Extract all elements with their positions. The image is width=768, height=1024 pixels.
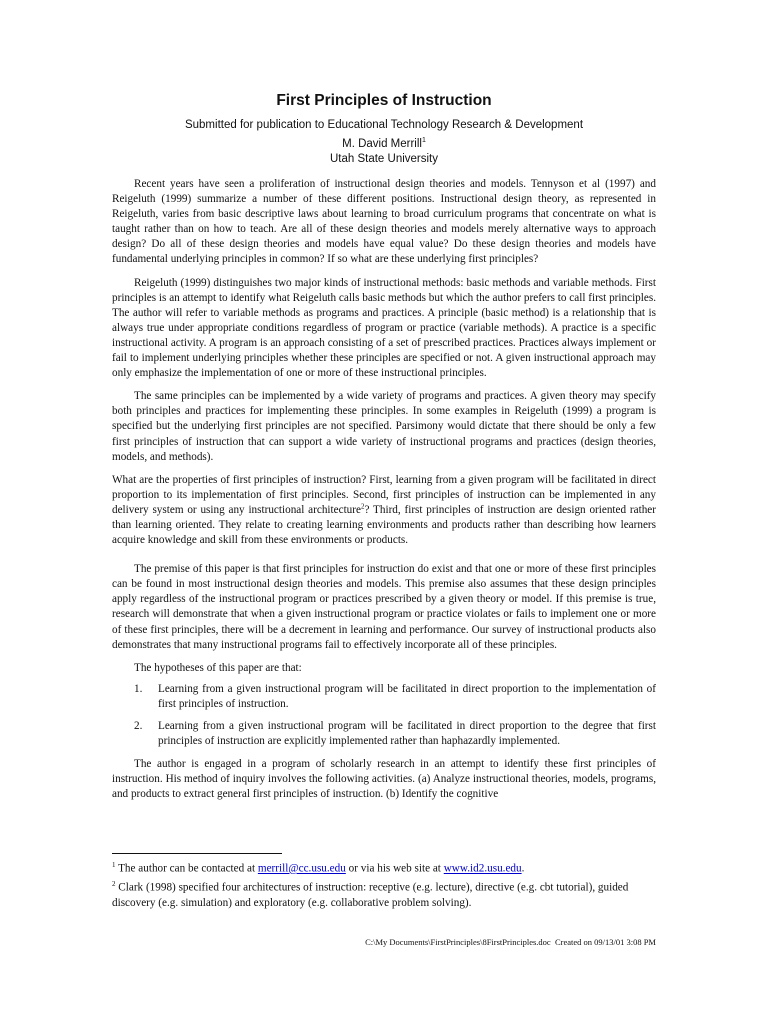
paragraph-properties xyxy=(112,473,656,548)
submission-note: Submitted for publication to Educational Technology Research & Development xyxy=(184,119,584,131)
hypothesis-number: 2. xyxy=(134,720,143,732)
footnote-divider xyxy=(112,853,282,854)
hypothesis-item xyxy=(112,682,656,712)
footnote-2 xyxy=(112,877,656,911)
hypothesis-item xyxy=(112,719,656,749)
properties-text-a: What are the properties of first principles of instruction? First, learning from a given program will be facilitated in direct proportion to its implementation of first principles. Second, first principles of instruction can be implemented in any delivery system or using any instructional architecture xyxy=(112,473,656,516)
author-email-link[interactable]: merrill@cc.usu.edu xyxy=(257,862,346,875)
footnote-2-number: 2 xyxy=(112,879,116,888)
properties-text-b: ? Third, first principles of instruction are design oriented rather than learning oriented. They relate to creating learning environments and products rather than describing how learners acquire knowledge and skill from these environments or products. xyxy=(112,503,656,547)
author-website-link[interactable]: www.id2.usu.edu xyxy=(443,862,522,875)
author-footnote-ref[interactable]: 1 xyxy=(421,137,426,144)
hypothesis-number: 1. xyxy=(134,682,143,695)
paragraph-hypotheses-intro: The hypotheses of this paper are that: xyxy=(134,661,302,674)
footnote-1 xyxy=(112,858,656,877)
footnote-1-text-end: . xyxy=(521,862,525,875)
hypothesis-text: Learning from a given instructional program will be facilitated in direct proportion to the implementation of first principles of instruction. xyxy=(158,682,656,710)
footnotes xyxy=(112,858,656,911)
affiliation: Utah State University xyxy=(329,152,438,165)
author-line xyxy=(0,133,768,152)
paragraph-intro: Recent years have seen a proliferation of instructional design theories and models. Tennyson et al (1997) and Reigeluth (1999) summarize a number of these different positions. Instructional design theory, as represented in Reigeluth, varies from basic descriptive laws about learning to broad curriculum programs that concentrate on what is taught rather than on how to teach. Are all of these design theories and models merely alternative ways to approach design? Do all of these design theories and models have equal value? Do these design theories and models have fundamental underlying principles in common? If so what are these underlying first principles? xyxy=(112,178,656,266)
footnote-1-number: 1 xyxy=(112,861,116,869)
footnote-1-text-mid: or via his web site at xyxy=(345,862,444,875)
paper-title: First Principles of Instruction xyxy=(276,92,492,109)
footnote-1-text: The author can be contacted at xyxy=(115,862,258,875)
paper-byline xyxy=(0,118,768,167)
paragraph-methods: Reigeluth (1999) distinguishes two major kinds of instructional methods: basic methods and variable methods. First principles is an attempt to identify what Reigeluth calls basic methods but which the author prefers to call first principles. The author will refer to variable methods as programs and practices. A principle (basic method) is a relationship that is always true under appropriate conditions regardless of program or practice (variable methods). A practice is a specific instructional activity. A program is an approach consisting of a set of prescribed practices. Practices always implement or fail to implement underlying principles whether these principles are specified or not. A given instructional approach may only emphasize the implementation of one or more of these instructional principles. xyxy=(112,276,656,380)
paper-body xyxy=(112,177,656,810)
paragraph-research-program: The author is engaged in a program of scholarly research in an attempt to identify these first principles of instruction. His method of inquiry involves the following activities. (a) Analyze instructional theories, models, programs, and products to extract general first principles of instruction. (b) Identify the cognitive xyxy=(112,758,656,801)
footnote-2-text: Clark (1998) specified four architectures of instruction: receptive (e.g. lecture), directive (e.g. cbt tutorial), guided discovery (e.g. simulation) and exploratory (e.g. collaborative problem solving). xyxy=(112,881,629,909)
paragraph-principles: The same principles can be implemented by a wide variety of programs and practices. A given theory may specify both principles and practices for implementing these principles. In some examples in Reigeluth (1999) a program is specified but the underlying first principles are not specified. Parsimony would dictate that there should be only a few first principles of instruction that can support a wide variety of instructional programs and practices (design theories, models, and methods). xyxy=(112,390,656,463)
hypotheses-list xyxy=(112,682,656,749)
file-path: C:\My Documents\FirstPrinciples\8FirstPrinciples.doc xyxy=(365,937,551,947)
hypothesis-text: Learning from a given instructional program will be facilitated in direct proportion to the degree that first principles of instruction are explicitly implemented rather than haphazardly implemented. xyxy=(158,720,656,748)
author-name: M. David Merrill xyxy=(342,137,422,150)
creation-date: Created on 09/13/01 3:08 PM xyxy=(554,937,656,947)
architecture-footnote-ref[interactable]: 2 xyxy=(360,502,365,511)
paragraph-premise: The premise of this paper is that first principles for instruction do exist and that one or more of these first principles can be found in most instructional design theories and models. This premise also assumes that these design principles apply regardless of the instructional program or practices prescribed by a given theory or model. If this premise is true, research will demonstrate that when a given instructional program or practice violates or fails to implement one or more of these first principles, there will be a decrement in learning and performance. Our survey of instructional products also demonstrates that many instructional programs fail to effectively incorporate all of these principles. xyxy=(112,563,656,651)
page-footer xyxy=(365,937,656,947)
